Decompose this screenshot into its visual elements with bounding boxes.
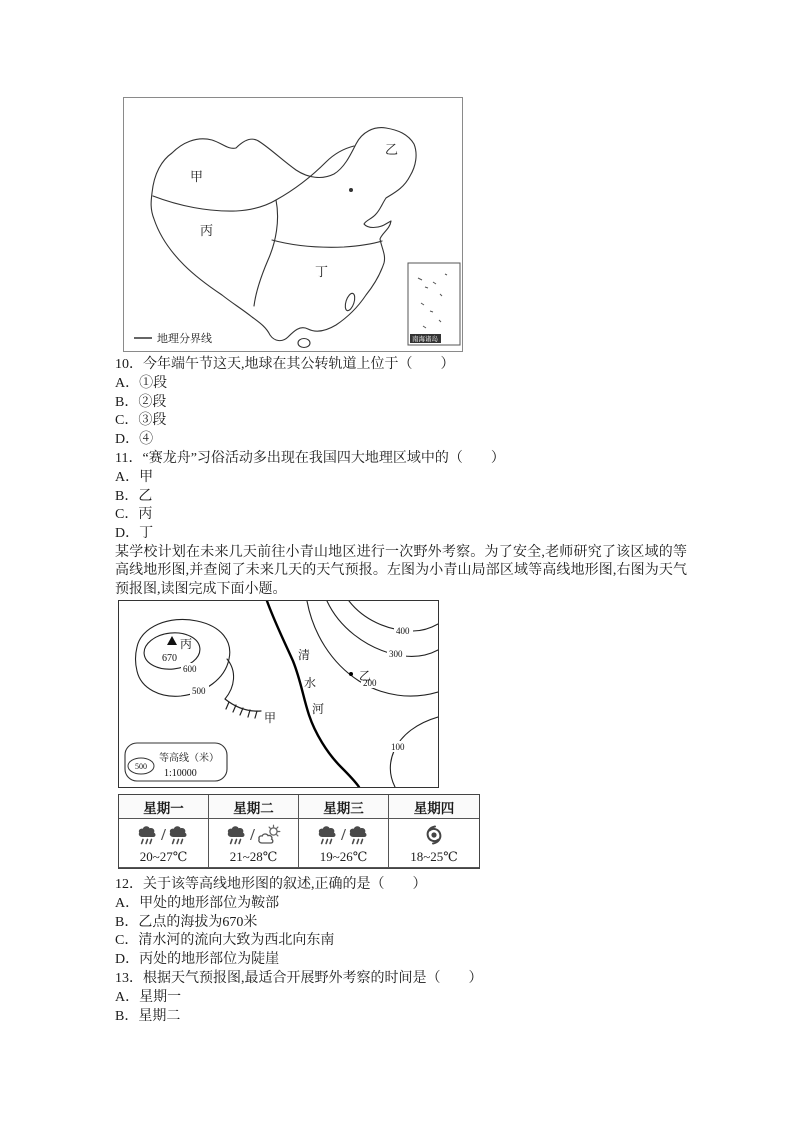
divider-line-plateau-east [254,200,278,306]
question-block-2 [115,876,687,1026]
weather-temp: 21~28℃ [229,849,278,864]
contour-spur-line [225,659,234,699]
weather-cell-thursday [389,819,479,868]
cliff-hachures [225,699,261,718]
china-regions-map [123,97,463,352]
region-label-yi: 乙 [385,142,399,157]
divider-line-west [153,196,276,211]
region-label-jia: 甲 [190,169,204,184]
rain-cloud-icon [167,824,191,847]
q12-option-d: D．丙处的地形部位为陡崖 [115,952,280,968]
legend-scale: 1:10000 [164,768,197,779]
contour-100-label: 100 [391,742,405,752]
point-jia-label: 甲 [264,711,277,725]
weather-temp: 20~27℃ [139,849,188,864]
region-label-bing: 丙 [200,223,214,238]
contour-map [118,600,439,788]
weather-forecast-table [118,794,480,869]
point-yi-dot [349,672,353,676]
q12-option-a: A．甲处的地形部位为鞍部 [115,895,280,911]
river-name-char1: 清 [298,648,311,662]
contour-map-svg [119,601,438,787]
q10-stem: 10．今年端午节这天,地球在其公转轨道上位于（ ） [115,357,455,372]
contour-legend [125,743,227,781]
typhoon-icon [421,822,447,848]
weather-day-header: 星期四 [389,795,479,819]
river-name-char3: 河 [312,702,325,716]
divider-line-qinling-huaihe [272,240,382,247]
q10-option-b: B．②段 [115,394,167,410]
sun-behind-cloud-icon [256,824,282,847]
q11-option-a: A．甲 [115,469,154,485]
contour-600-label: 600 [183,664,197,674]
contour-200-label: 200 [363,678,377,688]
q12-stem: 12．关于该等高线地形图的叙述,正确的是（ ） [115,877,427,892]
weather-temp: 19~26℃ [319,849,368,864]
q11-option-c: C．丙 [115,507,153,523]
region-label-ding: 丁 [315,264,329,279]
q12-option-c: C．清水河的流向大致为西北向东南 [115,933,335,949]
weather-cell-monday [119,819,209,868]
inset-label: 南海诸岛 [412,336,438,343]
divider-line-northeast [276,146,354,200]
legend-title: 等高线（米） [159,753,219,764]
peak-label: 丙 [180,637,193,651]
river-name-char2: 水 [304,676,317,690]
contour-400-label: 400 [396,626,410,636]
contour-500-label: 500 [192,686,206,696]
weather-transition-slash: / [341,825,346,844]
q10-option-d: D．④ [115,432,154,448]
weather-temp: 18~25℃ [410,849,458,864]
contour-300-line [327,601,438,656]
peak-triangle-icon [167,636,177,645]
weather-cell-tuesday [209,819,299,868]
capital-dot [349,188,353,192]
contour-300-label: 300 [389,649,403,659]
map-legend [134,331,212,345]
weather-day-header: 星期三 [299,795,389,819]
q13-stem: 13．根据天气预报图,最适合开展野外考察的时间是（ ） [115,970,483,986]
q10-option-a: A．①段 [115,375,168,391]
q11-option-b: B．乙 [115,488,153,504]
weather-cell-wednesday [299,819,389,868]
rain-cloud-icon [316,824,340,847]
legend-label: 地理分界线 [157,333,212,345]
q10-option-c: C．③段 [115,413,167,429]
weather-transition-slash: / [161,825,166,844]
q12-option-b: B．乙点的海拔为670米 [115,914,258,930]
point-yi-label: 乙 [359,669,372,683]
question-block-1 [115,356,687,599]
south-china-sea-inset [408,263,460,345]
reading-passage: 某学校计划在未来几天前往小青山地区进行一次野外考察。为了安全,老师研究了该区域的等高线地形图,并查阅了未来几天的天气预报。左图为小青山局部区域等高线地形图,右图为天气预报图,读图完成下面小题。 [115,544,687,597]
peak-elevation: 670 [162,653,177,664]
q11-stem: 11．“赛龙舟”习俗活动多出现在我国四大地理区域中的（ ） [115,450,505,466]
contour-500-line [136,619,230,696]
weather-transition-slash: / [250,825,255,844]
rain-cloud-icon [136,824,160,847]
rain-cloud-icon [347,824,371,847]
legend-sample-value: 500 [135,762,147,771]
q13-option-a: A．星期一 [115,989,182,1005]
china-outline [151,128,416,341]
weather-day-header: 星期一 [119,795,209,819]
rain-cloud-icon [225,824,249,847]
weather-day-header: 星期二 [209,795,299,819]
china-map-svg [124,98,462,351]
q11-option-d: D．丁 [115,526,154,542]
contour-400-line [349,601,438,631]
hainan-island [298,339,310,348]
river-line [267,601,359,787]
q13-option-b: B．星期二 [115,1008,181,1024]
